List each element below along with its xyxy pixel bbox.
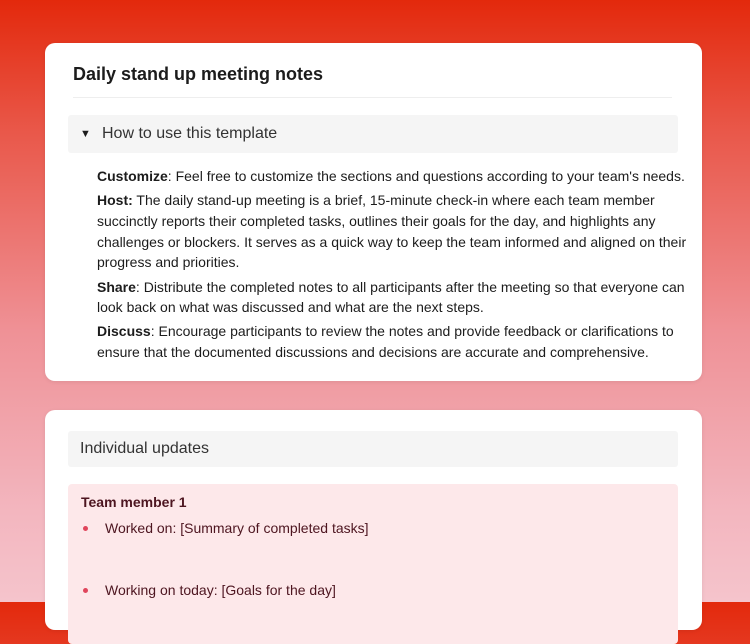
instruction-text: Feel free to customize the sections and questions according to your team's needs. — [175, 168, 685, 184]
instruction-share — [97, 277, 687, 318]
expand-title: How to use this template — [102, 125, 278, 142]
list-item-text[interactable]: Worked on: [Summary of completed tasks] — [105, 520, 369, 536]
instruction-label: Share — [97, 278, 136, 295]
how-to-use-expand[interactable] — [68, 115, 678, 153]
instruction-label: Host: — [97, 192, 133, 209]
team-member-panel — [68, 484, 678, 644]
bullet-icon — [83, 588, 88, 593]
list-item — [81, 520, 369, 536]
divider — [73, 97, 672, 98]
instruction-label: Discuss — [97, 323, 151, 340]
instruction-customize — [97, 166, 687, 187]
bullet-icon — [83, 526, 88, 531]
instruction-discuss — [97, 321, 687, 362]
instruction-label: Customize — [97, 168, 168, 184]
separator: : — [135, 278, 144, 295]
instruction-text: The daily stand-up meeting is a brief, 15-minute check-in where each team member succinctly reports their completed tasks, outlines their goals for the day, and highlights any challenges or blockers. It serves as a quick way to keep the team informed and aligned on their progress and priorities. — [97, 192, 687, 271]
list-item-text[interactable]: Working on today: [Goals for the day] — [105, 582, 336, 598]
separator: : — [150, 323, 159, 340]
member-name: Team member 1 — [81, 494, 187, 510]
template-card — [45, 43, 702, 381]
section-title: Individual updates — [80, 440, 209, 457]
instruction-host — [97, 190, 687, 273]
triangle-down-icon[interactable]: ▼ — [80, 128, 91, 140]
updates-card — [45, 410, 702, 630]
section-header — [68, 431, 678, 467]
separator: : — [167, 168, 176, 184]
instructions — [97, 166, 687, 366]
instruction-text: Distribute the completed notes to all participants after the meeting so that everyone can look back on what was discussed and what are the next steps. — [97, 278, 685, 316]
list-item — [81, 582, 336, 598]
instruction-text: Encourage participants to review the notes and provide feedback or clarifications to ensure that the documented discussions and decisions are accurate and comprehensive. — [97, 323, 674, 361]
page-title: Daily stand up meeting notes — [73, 64, 324, 84]
